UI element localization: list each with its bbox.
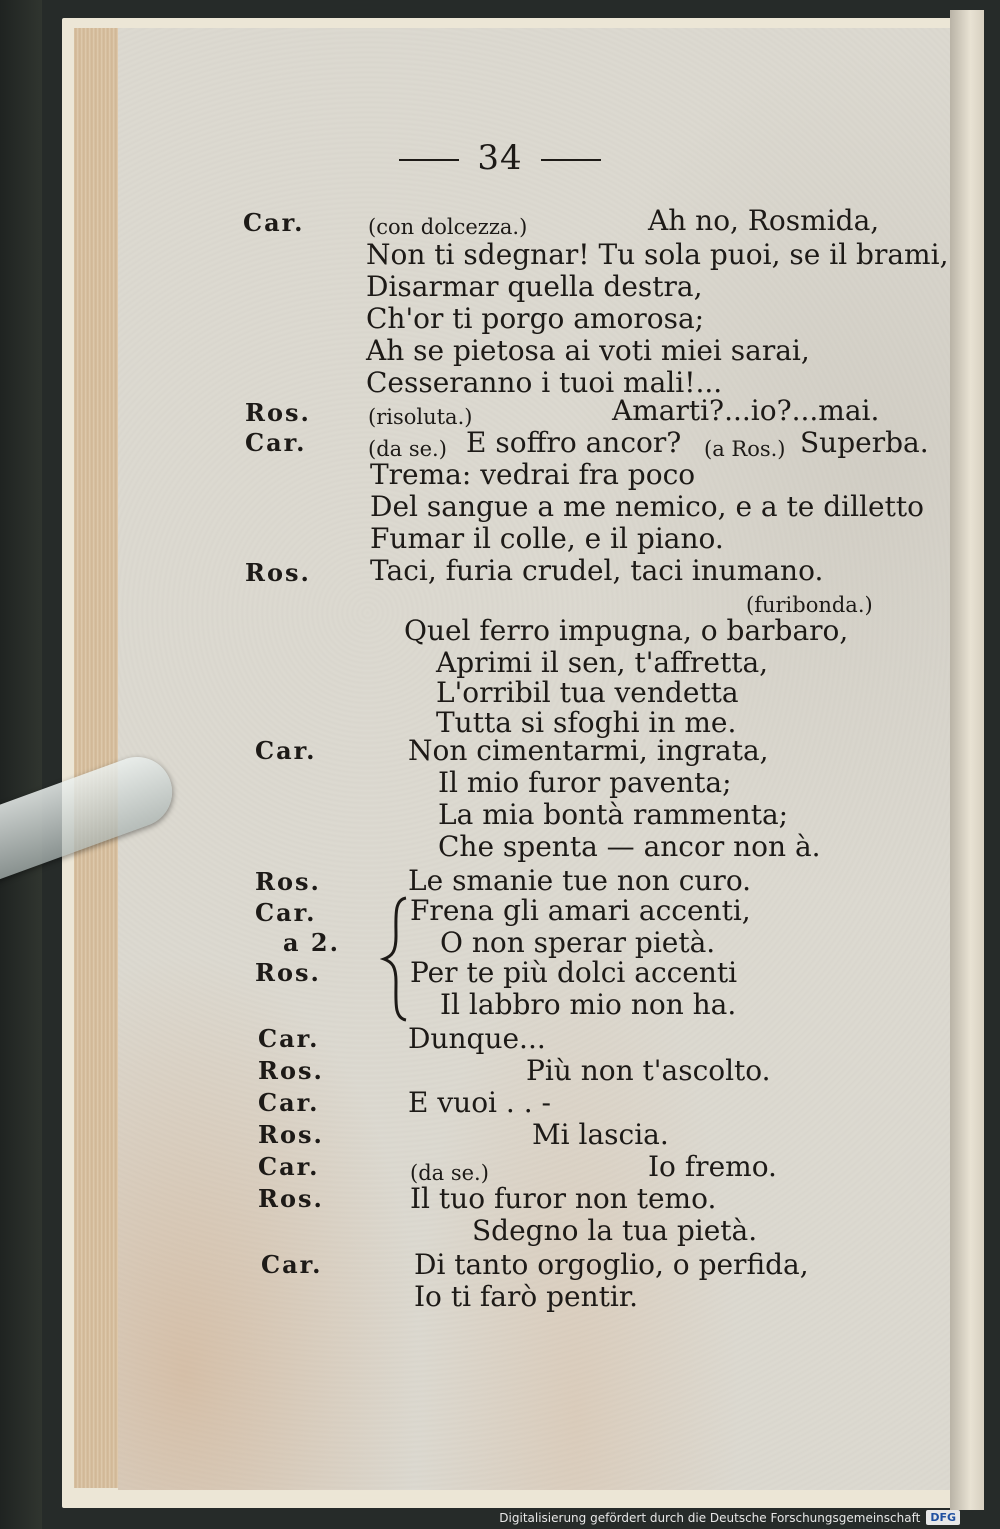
credit-text: Digitalisierung gefördert durch die Deutsche Forschungsgemeinschaft — [499, 1510, 921, 1525]
verse-line: O non sperar pietà. — [440, 926, 716, 959]
verse-line: Ah no, Rosmida, — [648, 204, 880, 237]
verse-line: Non cimentarmi, ingrata, — [408, 734, 769, 767]
verse-line: Tutta si sfoghi in me. — [436, 706, 737, 739]
verse-line: Io fremo. — [648, 1150, 777, 1183]
page-number — [0, 138, 1000, 178]
verse-line: E vuoi . . - — [408, 1086, 551, 1119]
verse-line: Non ti sdegnar! Tu sola puoi, se il brami, — [366, 238, 949, 271]
verse-line: Le smanie tue non curo. — [408, 864, 752, 897]
verse-line: Disarmar quella destra, — [366, 270, 703, 303]
stage-direction: (furibonda.) — [746, 593, 873, 617]
verse-line: E soffro ancor? — [466, 426, 682, 459]
verse-line: Più non t'ascolto. — [526, 1054, 771, 1087]
digitization-credit — [499, 1510, 960, 1525]
speaker-label: Ros. — [258, 1056, 324, 1085]
speaker-label: Ros. — [258, 1120, 324, 1149]
verse-line: Il labbro mio non ha. — [440, 988, 737, 1021]
stage-direction: (a Ros.) — [704, 437, 786, 461]
speaker-label: Car. — [258, 1152, 320, 1181]
dash-left — [399, 159, 459, 161]
verse-line: Ch'or ti porgo amorosa; — [366, 302, 705, 335]
page-number-value: 34 — [477, 138, 523, 178]
verse-line: Sdegno la tua pietà. — [472, 1214, 758, 1247]
stage-direction: (da se.) — [410, 1161, 489, 1185]
verse-line: Amarti?...io?...mai. — [612, 394, 880, 427]
verse-line: Di tanto orgoglio, o perfida, — [414, 1248, 809, 1281]
speaker-label: Ros. — [255, 867, 321, 896]
stage-direction: (risoluta.) — [368, 405, 473, 429]
stage-direction: (da se.) — [368, 437, 447, 461]
speaker-label: Ros. — [245, 558, 311, 587]
verse-line: Quel ferro impugna, o barbaro, — [404, 614, 849, 647]
verse-line: Il mio furor paventa; — [438, 766, 732, 799]
verse-line: Aprimi il sen, t'affretta, — [436, 646, 769, 679]
verse-line: Il tuo furor non temo. — [410, 1182, 717, 1215]
speaker-label: Ros. — [258, 1184, 324, 1213]
verse-line: Dunque... — [408, 1022, 546, 1055]
speaker-label: Car. — [245, 428, 307, 457]
stage-direction: (con dolcezza.) — [368, 215, 528, 239]
dash-right — [541, 159, 601, 161]
verse-line: Taci, furia crudel, taci inumano. — [370, 554, 824, 587]
speaker-label: Ros. — [255, 958, 321, 987]
speaker-label: Car. — [261, 1250, 323, 1279]
verse-line: Fumar il colle, e il piano. — [370, 522, 724, 555]
verse-line: Mi lascia. — [532, 1118, 669, 1151]
verse-line: Per te più dolci accenti — [410, 956, 738, 989]
speaker-label: Ros. — [245, 398, 311, 427]
verse-line: Del sangue a me nemico, e a te dilletto — [370, 490, 924, 523]
speaker-label: Car. — [243, 208, 305, 237]
speaker-label: Car. — [258, 1088, 320, 1117]
speaker-label: Car. — [258, 1024, 320, 1053]
verse-line: Superba. — [800, 426, 929, 459]
dfg-logo: DFG — [926, 1510, 960, 1525]
speaker-label: Car. — [255, 898, 317, 927]
verse-line: Ah se pietosa ai voti miei sarai, — [366, 334, 810, 367]
verse-line: Trema: vedrai fra poco — [370, 458, 696, 491]
speaker-label: a 2. — [283, 928, 340, 957]
verse-line: Frena gli amari accenti, — [410, 894, 751, 927]
verse-line: La mia bontà rammenta; — [438, 798, 789, 831]
speaker-label: Car. — [255, 736, 317, 765]
duet-brace — [380, 896, 410, 1022]
verse-line: Che spenta — ancor non à. — [438, 830, 821, 863]
verse-line: Io ti farò pentir. — [414, 1280, 639, 1313]
verse-line: L'orribil tua vendetta — [436, 676, 739, 709]
verse-line: Cesseranno i tuoi mali!... — [366, 366, 723, 399]
